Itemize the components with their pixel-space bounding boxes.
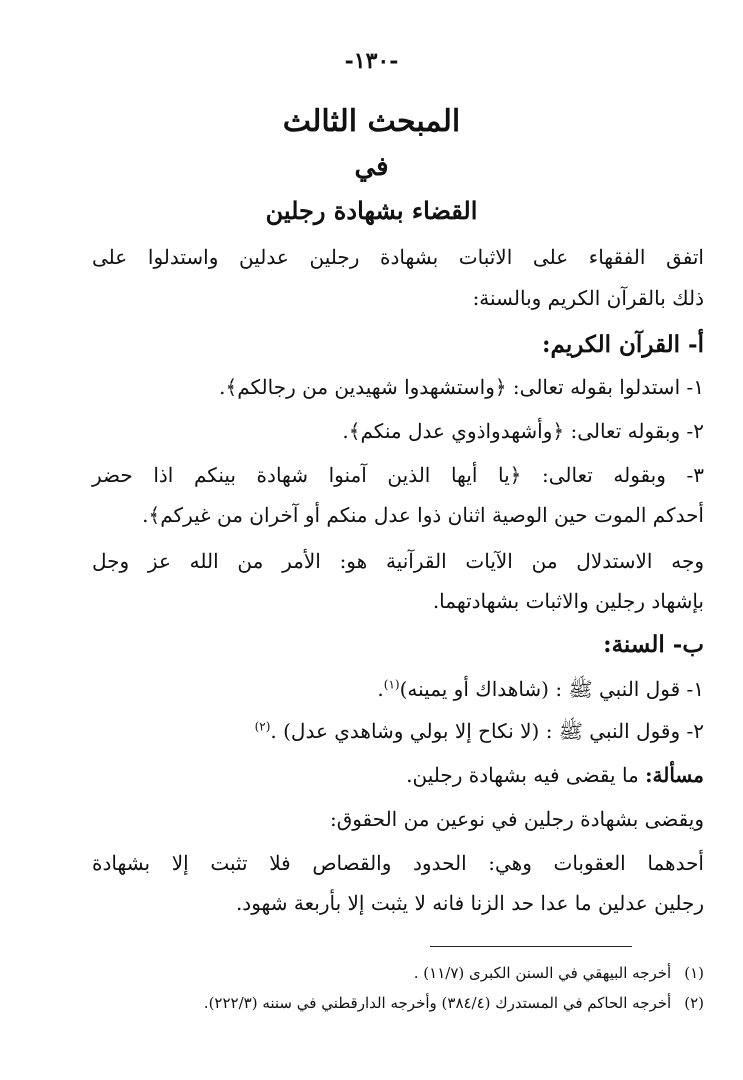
page-number: -١٣٠- <box>344 48 399 74</box>
rights-intro: ويقضى بشهادة رجلين في نوعين من الحقوق: <box>329 807 704 831</box>
footnote-2-number: (٢) <box>684 994 704 1012</box>
footnote-1-number: (١) <box>684 964 704 982</box>
footnote-1-text: أخرجه البيهقي في السنن الكبرى (١١/٧) . <box>413 964 672 982</box>
footnote-1 <box>110 962 704 984</box>
heading-quran: أ- القرآن الكريم: <box>542 331 704 358</box>
hadith-item-2-text: ٢- وقول النبي ﷺ : (لا نكاح إلا بولي وشاهدي عدل) . <box>270 719 704 743</box>
first-type-line-1: أحدهما العقوبات وهي: الحدود والقصاص فلا تثبت إلا بشهادة <box>92 851 704 875</box>
issue-label: مسألة: <box>645 763 704 787</box>
intro-line-1: اتفق الفقهاء على الاثبات بشهادة رجلين عدلين واستدلوا على <box>92 245 704 269</box>
issue-line <box>92 760 704 790</box>
heading-sunnah: ب- السنة: <box>603 631 704 658</box>
evidence-item-3-line-1: ٣- وبقوله تعالى: ﴿يا أيها الذين آمنوا شهادة بينكم اذا حضر <box>92 463 704 487</box>
hadith-item-2 <box>92 716 704 746</box>
footnote-2 <box>110 992 704 1014</box>
evidence-item-1: ١- استدلوا بقوله تعالى: ﴿واستشهدوا شهيدين من رجالكم﴾. <box>219 375 704 399</box>
inference-line-2: بإشهاد رجلين والاثبات بشهادتهما. <box>432 589 704 613</box>
section-title: المبحث الثالث <box>282 104 461 139</box>
section-subtitle: القضاء بشهادة رجلين <box>265 196 478 225</box>
hadith-item-1 <box>92 674 704 704</box>
evidence-item-3-line-2: أحدكم الموت حين الوصية اثنان ذوا عدل منكم أو آخران من غيركم﴾. <box>142 503 704 527</box>
footnote-2-text: أخرجه الحاكم في المستدرك (٣٨٤/٤) وأخرجه الدارقطني في سننه (٢٢٢/٣). <box>203 994 672 1012</box>
footnote-ref-2: (٢) <box>254 719 271 734</box>
hadith-item-1-text: ١- قول النبي ﷺ : (شاهداك أو يمينه) <box>399 677 704 701</box>
section-title-preposition: في <box>354 152 389 182</box>
footnote-ref-1: (١) <box>383 677 400 692</box>
inference-line-1: وجه الاستدلال من الآيات القرآنية هو: الأمر من الله عز وجل <box>92 549 704 573</box>
evidence-item-2: ٢- وبقوله تعالى: ﴿وأشهدواذوي عدل منكم﴾. <box>342 419 704 443</box>
intro-line-2: ذلك بالقرآن الكريم وبالسنة: <box>472 286 704 310</box>
first-type-line-2: رجلين عدلين ما عدا حد الزنا فانه لا يثبت إلا بأربعة شهود. <box>235 891 704 915</box>
footnote-separator <box>430 946 632 947</box>
issue-text: ما يقضى فيه بشهادة رجلين. <box>406 763 646 787</box>
hadith-item-1-end: . <box>377 677 384 701</box>
